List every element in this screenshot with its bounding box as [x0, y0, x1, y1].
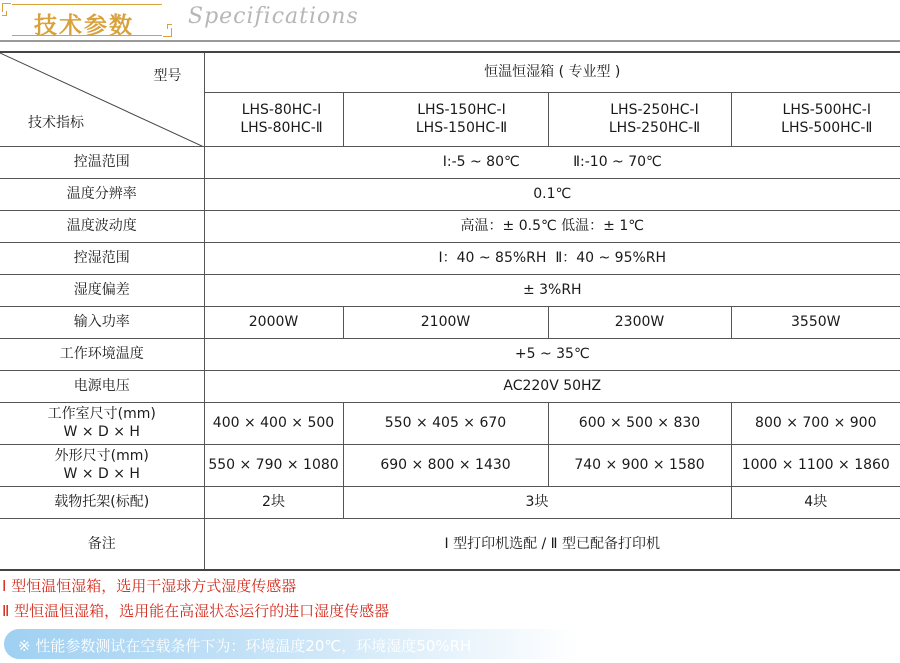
- table-row: [0, 402, 900, 444]
- row-value: 2100W: [343, 306, 548, 338]
- row-label: [0, 444, 204, 486]
- test-condition-text: ※ 性能参数测试在空载条件下为：环境温度20℃，环境湿度50%RH: [18, 637, 472, 655]
- row-value: Ⅰ 型打印机选配 / Ⅱ 型已配备打印机: [204, 518, 900, 570]
- header-divider: [0, 40, 900, 42]
- note-type-2: Ⅱ 型恒温恒湿箱，选用能在高湿状态运行的进口湿度传感器: [2, 602, 390, 620]
- model-name: LHS-150HC-Ⅱ: [415, 120, 508, 136]
- model-name: LHS-150HC-Ⅰ: [417, 102, 506, 118]
- row-label: 输入功率: [0, 306, 204, 338]
- row-label-line: W × D × H: [63, 466, 140, 482]
- table-row: [0, 518, 900, 570]
- table-row: [0, 444, 900, 486]
- row-value: 800 × 700 × 900: [731, 402, 900, 444]
- row-value: 550 × 790 × 1080: [204, 444, 343, 486]
- table-row: [0, 274, 900, 306]
- model-header-label: 型号: [153, 68, 182, 84]
- model-name: LHS-500HC-Ⅰ: [782, 102, 871, 118]
- row-value: 2块: [204, 486, 343, 518]
- row-label: 温度波动度: [0, 210, 204, 242]
- frame-corner-ornament: [2, 11, 7, 16]
- row-value: 740 × 900 × 1580: [548, 444, 731, 486]
- model-cell: [548, 92, 731, 146]
- row-value: 1000 × 1100 × 1860: [731, 444, 900, 486]
- table-row: [0, 486, 900, 518]
- row-label: 控温范围: [0, 146, 204, 178]
- row-value: Ⅰ：40 ~ 85%RH Ⅱ：40 ~ 95%RH: [204, 242, 900, 274]
- table-row: [0, 146, 900, 178]
- row-value: 690 × 800 × 1430: [343, 444, 548, 486]
- row-label: 载物托架(标配): [0, 486, 204, 518]
- model-name: LHS-80HC-Ⅱ: [240, 120, 323, 136]
- row-value: 3550W: [731, 306, 900, 338]
- row-value: 高温：± 0.5℃ 低温：± 1℃: [204, 210, 900, 242]
- model-cell: [343, 92, 548, 146]
- table-row: [0, 210, 900, 242]
- row-value: 0.1℃: [204, 178, 900, 210]
- table-row: [0, 306, 900, 338]
- row-value: 2000W: [204, 306, 343, 338]
- frame-corner-ornament: [163, 28, 172, 37]
- row-label-line: 工作室尺寸(mm): [47, 406, 156, 422]
- title-frame: [12, 4, 162, 39]
- row-label: 备注: [0, 518, 204, 570]
- model-name: LHS-250HC-Ⅱ: [608, 120, 701, 136]
- row-label: 湿度偏差: [0, 274, 204, 306]
- table-row: [0, 242, 900, 274]
- row-value: Ⅰ:-5 ~ 80℃ Ⅱ:-10 ~ 70℃: [204, 146, 900, 178]
- row-value: 2300W: [548, 306, 731, 338]
- row-label-line: 外形尺寸(mm): [54, 448, 149, 464]
- note-type-1: Ⅰ 型恒温恒湿箱，选用干湿球方式湿度传感器: [2, 577, 297, 595]
- row-value: 400 × 400 × 500: [204, 402, 343, 444]
- spec-table: [0, 51, 900, 571]
- frame-corner-ornament: [167, 24, 172, 29]
- row-value: AC220V 50HZ: [204, 370, 900, 402]
- table-header-row: [0, 52, 900, 92]
- section-title-en: Specifications: [188, 4, 359, 29]
- model-name: LHS-250HC-Ⅰ: [610, 102, 699, 118]
- section-header: [0, 0, 900, 44]
- row-value: 3块: [343, 486, 731, 518]
- table-row: [0, 338, 900, 370]
- row-value: ± 3%RH: [204, 274, 900, 306]
- row-label-line: W × D × H: [63, 424, 140, 440]
- row-value: 4块: [731, 486, 900, 518]
- row-value: 550 × 405 × 670: [343, 402, 548, 444]
- row-label: 控湿范围: [0, 242, 204, 274]
- spec-header-label: 技术指标: [28, 114, 84, 131]
- table-row: [0, 370, 900, 402]
- row-label: [0, 402, 204, 444]
- section-title-cn: 技术参数: [34, 13, 134, 39]
- model-cell: [731, 92, 900, 146]
- table-row: [0, 178, 900, 210]
- model-cell: [204, 92, 343, 146]
- row-label: 温度分辨率: [0, 178, 204, 210]
- row-value: 600 × 500 × 830: [548, 402, 731, 444]
- model-name: LHS-80HC-Ⅰ: [241, 102, 322, 118]
- model-name: LHS-500HC-Ⅱ: [781, 120, 873, 136]
- row-label: 工作环境温度: [0, 338, 204, 370]
- test-condition-banner: [4, 629, 580, 659]
- product-name-cell: 恒温恒湿箱 ( 专业型 ): [204, 52, 900, 92]
- diagonal-header-cell: [0, 52, 204, 146]
- row-label: 电源电压: [0, 370, 204, 402]
- row-value: +5 ~ 35℃: [204, 338, 900, 370]
